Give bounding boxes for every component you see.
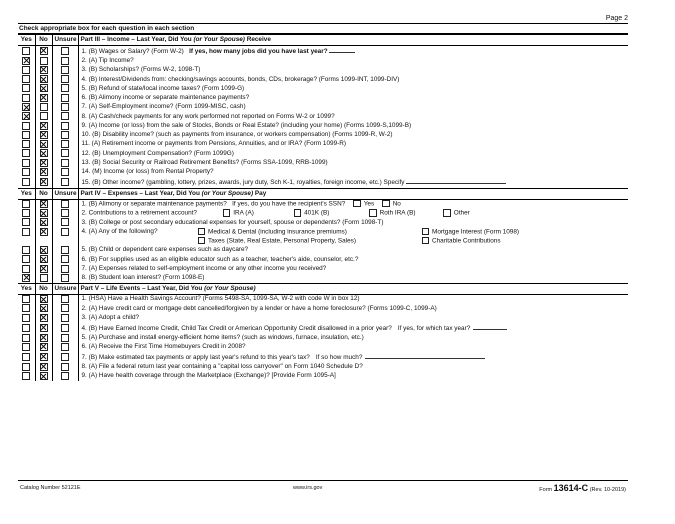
unsure-checkbox[interactable] (61, 334, 69, 342)
question-text: 12. (B) Unemployment Compensation? (Form 1099G) (81, 149, 234, 157)
question-text: 1. (HSA) Have a Health Savings Account? (Forms 5498-SA, 1099-SA, W-2 with code W in box 12) (81, 295, 360, 303)
ssn-no-label: No (392, 200, 401, 208)
page-footer (18, 480, 628, 495)
part5-question-row (18, 372, 628, 381)
question-text: 11. (A) Retirement income or payments from Pensions, Annuities, and or IRA? (Form 1099-R) (81, 140, 346, 148)
yes-checkbox[interactable] (22, 353, 30, 361)
question-text: 4. (B) Interest/Dividends from: checking/savings accounts, bonds, CDs, brokerage? (Forms 1099-INT, 1099-DIV) (81, 75, 400, 83)
unsure-checkbox[interactable] (61, 57, 69, 65)
medical-dental-checkbox[interactable] (198, 228, 206, 236)
no-checkbox[interactable] (40, 274, 48, 282)
yes-checkbox[interactable] (22, 314, 30, 322)
question-text: 15. (B) Other income? (gambling, lottery, prizes, awards, jury duty, Sch K-1, royalties, foreign income, etc.) Specify (81, 179, 405, 187)
question-followup: If yes, for which tax year? (397, 324, 471, 332)
yes-checkbox[interactable] (22, 343, 30, 351)
no-checkbox[interactable] (40, 149, 48, 157)
part3-question-row (18, 131, 628, 140)
yes-checkbox[interactable] (22, 363, 30, 371)
yes-checkbox[interactable] (22, 66, 30, 74)
question-text: 6. (B) Alimony income or separate maintenance payments? (81, 94, 250, 102)
question-text: 3. (A) Adopt a child? (81, 314, 140, 322)
no-checkbox[interactable] (40, 265, 48, 273)
question-text: 5. (A) Purchase and install energy-efficient home items? (such as windows, furnace, insulation, etc.) (81, 333, 364, 341)
ira-checkbox[interactable] (223, 209, 231, 217)
no-checkbox[interactable] (40, 209, 48, 217)
unsure-checkbox[interactable] (61, 255, 69, 263)
yes-checkbox[interactable] (22, 304, 30, 312)
question-text: 7. (A) Self-Employment income? (Form 1099-MISC, cash) (81, 103, 246, 111)
taxes-label: Taxes (State, Real Estate, Personal Property, Sales) (208, 237, 356, 245)
part3-question-row (18, 57, 628, 66)
ssn-yes-label: Yes (363, 200, 375, 208)
yes-checkbox[interactable] (22, 75, 30, 83)
ssn-no-checkbox[interactable] (382, 200, 390, 208)
yes-checkbox[interactable] (22, 265, 30, 273)
no-checkbox[interactable] (40, 159, 48, 167)
unsure-checkbox[interactable] (61, 84, 69, 92)
yes-checkbox[interactable] (22, 112, 30, 120)
no-checkbox[interactable] (40, 140, 48, 148)
part4-question-row (18, 246, 628, 255)
roth-ira-checkbox[interactable] (369, 209, 377, 217)
ira-label: IRA (A) (233, 209, 254, 217)
part3-question-row (18, 75, 628, 84)
question-text: 9. (A) Have health coverage through the Marketplace (Exchange)? [Provide Form 1095-A] (81, 372, 336, 380)
yes-checkbox[interactable] (22, 94, 30, 102)
yes-checkbox[interactable] (22, 274, 30, 282)
col-unsure-header: Unsure (52, 35, 78, 46)
part3-title: Part III – Income – Last Year, Did You (or Your Spouse) Receive (78, 35, 628, 46)
col-unsure-header: Unsure (52, 188, 78, 199)
part4-question-row (18, 265, 628, 274)
question-text: 2. Contributions to a retirement account? (81, 209, 197, 217)
unsure-checkbox[interactable] (61, 274, 69, 282)
question-text: 13. (B) Social Security or Railroad Retirement Benefits? (Forms SSA-1099, RRB-1099) (81, 159, 328, 167)
yes-checkbox[interactable] (22, 140, 30, 148)
question-text: 7. (A) Expenses related to self-employment income or any other income you received? (81, 264, 327, 272)
unsure-checkbox[interactable] (61, 122, 69, 130)
unsure-checkbox[interactable] (61, 372, 69, 380)
part5-question-row (18, 295, 628, 305)
intake-form-page (18, 14, 628, 381)
unsure-checkbox[interactable] (61, 246, 69, 254)
no-checkbox[interactable] (40, 103, 48, 111)
part4-q1-row (18, 199, 628, 209)
unsure-checkbox[interactable] (61, 200, 69, 208)
part5-question-row (18, 363, 628, 372)
estimated-payment-field[interactable] (365, 352, 485, 359)
unsure-checkbox[interactable] (61, 228, 69, 236)
unsure-checkbox[interactable] (61, 140, 69, 148)
other-income-specify-field[interactable] (406, 177, 506, 184)
yes-checkbox[interactable] (22, 218, 30, 226)
question-followup: If so how much? (315, 354, 363, 362)
yes-checkbox[interactable] (22, 200, 30, 208)
yes-checkbox[interactable] (22, 178, 30, 186)
question-text: 5. (B) Child or dependent care expenses such as daycare? (81, 246, 249, 254)
no-checkbox[interactable] (40, 353, 48, 361)
col-unsure-header: Unsure (52, 284, 78, 295)
no-checkbox[interactable] (40, 246, 48, 254)
part5-title: Part V – Life Events – Last Year, Did You (or Your Spouse) (78, 284, 628, 295)
no-checkbox[interactable] (40, 372, 48, 380)
question-text: 5. (B) Refund of state/local income taxes? (Form 1099-G) (81, 84, 245, 92)
tax-year-field[interactable] (473, 323, 507, 330)
yes-checkbox[interactable] (22, 159, 30, 167)
unsure-checkbox[interactable] (61, 265, 69, 273)
no-checkbox[interactable] (40, 131, 48, 139)
website: www.irs.gov (293, 485, 323, 491)
yes-checkbox[interactable] (22, 149, 30, 157)
no-checkbox[interactable] (40, 94, 48, 102)
questions-table (18, 34, 628, 381)
unsure-checkbox[interactable] (61, 218, 69, 226)
no-checkbox[interactable] (40, 178, 48, 186)
part3-question-row (18, 159, 628, 168)
question-text: 14. (M) Income (or loss) from Rental Property? (81, 168, 214, 176)
unsure-checkbox[interactable] (61, 66, 69, 74)
other-retirement-label: Other (453, 209, 470, 217)
taxes-checkbox[interactable] (198, 237, 206, 245)
question-text: 10. (B) Disability income? (such as payments from insurance, or workers compensation) (Forms 1099-R, W-2) (81, 131, 393, 139)
401k-label: 401K (B) (304, 209, 330, 217)
no-checkbox[interactable] (40, 324, 48, 332)
unsure-checkbox[interactable] (61, 75, 69, 83)
no-checkbox[interactable] (40, 334, 48, 342)
yes-checkbox[interactable] (22, 209, 30, 217)
question-text: 2. (A) Tip Income? (81, 56, 134, 64)
question-text: 3. (B) College or post secondary educational expenses for yourself, spouse or dependents? (Form 1098-T) (81, 218, 384, 226)
question-text: 8. (A) File a federal return last year containing a "capital loss carryover" on Form 1040 Schedule D? (81, 363, 363, 371)
no-checkbox[interactable] (40, 122, 48, 130)
no-checkbox[interactable] (40, 57, 48, 65)
part4-q3-row (18, 218, 628, 227)
no-checkbox[interactable] (40, 47, 48, 55)
part3-question-row (18, 122, 628, 131)
part4-header-row (18, 188, 628, 199)
no-checkbox[interactable] (40, 255, 48, 263)
part3-q15-row (18, 177, 628, 188)
unsure-checkbox[interactable] (61, 112, 69, 120)
col-no-header: No (35, 284, 52, 295)
question-text: 2. (A) Have credit card or mortgage debt cancelled/forgiven by a lender or have a home foreclosure? (Forms 1099-C, 1099-A) (81, 304, 437, 312)
question-text: 4. (B) Have Earned Income Credit, Child Tax Credit or American Opportunity Credit disallowed in a prior year? (81, 324, 392, 332)
part3-question-row (18, 66, 628, 75)
instructions: Check appropriate box for each question in each section (18, 23, 628, 34)
col-yes-header: Yes (18, 188, 35, 199)
unsure-checkbox[interactable] (61, 168, 69, 176)
part5-question-row (18, 343, 628, 352)
part4-q2-row (18, 209, 628, 218)
yes-checkbox[interactable] (22, 168, 30, 176)
question-text: 1. (B) Wages or Salary? (Form W-2) (81, 48, 184, 55)
part5-question-row (18, 314, 628, 323)
unsure-checkbox[interactable] (61, 314, 69, 322)
question-text: 8. (B) Student loan interest? (Form 1098-E) (81, 274, 205, 282)
unsure-checkbox[interactable] (61, 353, 69, 361)
mortgage-interest-label: Mortgage Interest (Form 1098) (432, 228, 520, 236)
part3-question-row (18, 140, 628, 149)
yes-checkbox[interactable] (22, 334, 30, 342)
charitable-checkbox[interactable] (422, 237, 430, 245)
col-no-header: No (35, 188, 52, 199)
yes-checkbox[interactable] (22, 131, 30, 139)
401k-checkbox[interactable] (294, 209, 302, 217)
unsure-checkbox[interactable] (61, 304, 69, 312)
unsure-checkbox[interactable] (61, 103, 69, 111)
question-text: 7. (B) Make estimated tax payments or apply last year's refund to this year's tax? (81, 354, 310, 362)
question-text: 9. (A) Income (or loss) from the sale of Stocks, Bonds or Real Estate? (including your home) (Forms 1099-S,1099-B) (81, 121, 412, 129)
catalog-number: Catalog Number 52121E (20, 485, 81, 491)
yes-checkbox[interactable] (22, 103, 30, 111)
part3-q1-row (18, 46, 628, 57)
no-checkbox[interactable] (40, 363, 48, 371)
no-checkbox[interactable] (40, 343, 48, 351)
ssn-yes-checkbox[interactable] (353, 200, 361, 208)
unsure-checkbox[interactable] (61, 363, 69, 371)
unsure-checkbox[interactable] (61, 324, 69, 332)
question-followup: If yes, how many jobs did you have last year? (189, 48, 328, 55)
part3-question-row (18, 94, 628, 103)
question-text: 6. (A) Receive the First Time Homebuyers Credit in 2008? (81, 343, 246, 351)
question-text: 6. (B) For supplies used as an eligible educator such as a teacher, teacher's aide, counselor, etc.? (81, 255, 359, 263)
part5-question-row (18, 352, 628, 363)
no-checkbox[interactable] (40, 304, 48, 312)
part3-question-row (18, 103, 628, 112)
yes-checkbox[interactable] (22, 57, 30, 65)
unsure-checkbox[interactable] (61, 209, 69, 217)
part4-title: Part IV – Expenses – Last Year, Did You (or Your Spouse) Pay (78, 188, 628, 199)
no-checkbox[interactable] (40, 200, 48, 208)
col-yes-header: Yes (18, 35, 35, 46)
yes-checkbox[interactable] (22, 122, 30, 130)
other-retirement-checkbox[interactable] (443, 209, 451, 217)
part5-question-row (18, 323, 628, 334)
unsure-checkbox[interactable] (61, 94, 69, 102)
no-checkbox[interactable] (40, 75, 48, 83)
unsure-checkbox[interactable] (61, 47, 69, 55)
yes-checkbox[interactable] (22, 255, 30, 263)
unsure-checkbox[interactable] (61, 149, 69, 157)
no-checkbox[interactable] (40, 218, 48, 226)
part4-q4-row-b (18, 237, 628, 246)
part3-header-row (18, 35, 628, 46)
form-id: Form 13614-C (Rev. 10-2019) (539, 483, 626, 493)
question-followup: If yes, do you have the recipient's SSN? (232, 200, 346, 208)
question-text: 8. (A) Cash/check payments for any work performed not reported on Forms W-2 or 1099? (81, 112, 335, 120)
col-no-header: No (35, 35, 52, 46)
no-checkbox[interactable] (40, 84, 48, 92)
mortgage-interest-checkbox[interactable] (422, 228, 430, 236)
part4-question-row (18, 274, 628, 284)
no-checkbox[interactable] (40, 112, 48, 120)
jobs-count-field[interactable] (329, 46, 355, 53)
yes-checkbox[interactable] (22, 295, 30, 303)
roth-ira-label: Roth IRA (B) (379, 209, 416, 217)
question-text: 4. (A) Any of the following? (81, 228, 158, 236)
question-text: 3. (B) Scholarships? (Forms W-2, 1098-T) (81, 66, 201, 74)
part3-question-row (18, 84, 628, 93)
part3-question-row (18, 168, 628, 177)
no-checkbox[interactable] (40, 228, 48, 236)
unsure-checkbox[interactable] (61, 343, 69, 351)
part5-question-row (18, 304, 628, 313)
no-checkbox[interactable] (40, 314, 48, 322)
part5-question-row (18, 334, 628, 343)
no-checkbox[interactable] (40, 168, 48, 176)
question-text: 1. (B) Alimony or separate maintenance payments? (81, 200, 227, 208)
yes-checkbox[interactable] (22, 246, 30, 254)
yes-checkbox[interactable] (22, 372, 30, 380)
part5-header-row (18, 284, 628, 295)
unsure-checkbox[interactable] (61, 131, 69, 139)
part3-question-row (18, 149, 628, 158)
medical-dental-label: Medical & Dental (including insurance premiums) (208, 228, 347, 236)
no-checkbox[interactable] (40, 295, 48, 303)
part4-q4-row (18, 228, 628, 237)
yes-checkbox[interactable] (22, 47, 30, 55)
yes-checkbox[interactable] (22, 228, 30, 236)
no-checkbox[interactable] (40, 66, 48, 74)
unsure-checkbox[interactable] (61, 295, 69, 303)
part4-question-row (18, 255, 628, 264)
yes-checkbox[interactable] (22, 324, 30, 332)
yes-checkbox[interactable] (22, 84, 30, 92)
unsure-checkbox[interactable] (61, 159, 69, 167)
part3-question-row (18, 112, 628, 121)
col-yes-header: Yes (18, 284, 35, 295)
page-number: Page 2 (605, 15, 628, 22)
unsure-checkbox[interactable] (61, 178, 69, 186)
charitable-label: Charitable Contributions (432, 237, 501, 245)
